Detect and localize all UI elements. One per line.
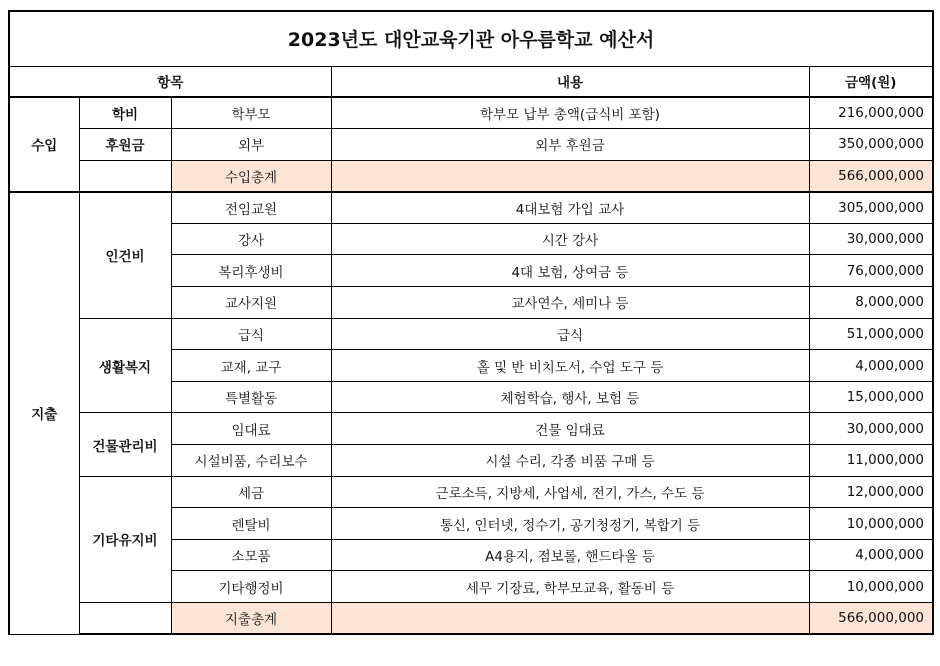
header-item: 항목 [9,66,331,97]
total-amount: 566,000,000 [809,603,933,635]
amount-cell: 350,000,000 [809,129,933,161]
content-cell: 세무 기장료, 학부모교육, 활동비 등 [331,571,809,603]
content-cell: A4용지, 점보롤, 핸드타올 등 [331,539,809,571]
amount-cell: 10,000,000 [809,508,933,540]
content-cell: 급식 [331,318,809,350]
table-row [9,476,933,508]
amount-cell: 10,000,000 [809,571,933,603]
total-label: 수입총계 [171,160,331,192]
header-amount: 금액(원) [809,66,933,97]
empty-cell [79,160,171,192]
amount-cell: 12,000,000 [809,476,933,508]
section-label-expense: 지출 [9,192,79,634]
amount-cell: 30,000,000 [809,413,933,445]
header-content: 내용 [331,66,809,97]
page-title: 2023년도 대안교육기관 아우름학교 예산서 [9,11,933,66]
content-cell: 근로소득, 지방세, 사업세, 전기, 가스, 수도 등 [331,476,809,508]
amount-cell: 4,000,000 [809,350,933,382]
table-row [9,97,933,129]
item-cell: 학부모 [171,97,331,129]
item-cell: 기타행정비 [171,571,331,603]
item-cell: 교사지원 [171,287,331,319]
content-cell: 학부모 납부 총액(급식비 포함) [331,97,809,129]
budget-sheet [8,10,932,635]
content-cell: 건물 임대료 [331,413,809,445]
total-label: 지출총계 [171,603,331,635]
amount-cell: 8,000,000 [809,287,933,319]
table-row [9,129,933,161]
income-total-row [9,160,933,192]
content-cell: 통신, 인터넷, 정수기, 공기청정기, 복합기 등 [331,508,809,540]
table-row [9,413,933,445]
amount-cell: 30,000,000 [809,223,933,255]
expense-total-row [9,603,933,635]
amount-cell: 15,000,000 [809,381,933,413]
total-amount: 566,000,000 [809,160,933,192]
content-cell: 외부 후원금 [331,129,809,161]
content-cell: 4대보험 가입 교사 [331,192,809,224]
total-content-cell [331,160,809,192]
section-label-income: 수입 [9,97,79,192]
table-row [9,192,933,224]
content-cell: 체험학습, 행사, 보험 등 [331,381,809,413]
total-content-cell [331,603,809,635]
content-cell: 4대 보험, 상여금 등 [331,255,809,287]
content-cell: 교사연수, 세미나 등 [331,287,809,319]
item-cell: 시설비품, 수리보수 [171,445,331,477]
amount-cell: 51,000,000 [809,318,933,350]
amount-cell: 216,000,000 [809,97,933,129]
item-cell: 교재, 교구 [171,350,331,382]
item-cell: 전임교원 [171,192,331,224]
table-row [9,318,933,350]
item-cell: 강사 [171,223,331,255]
amount-cell: 4,000,000 [809,539,933,571]
empty-cell [79,603,171,635]
content-cell: 홀 및 반 비치도서, 수업 도구 등 [331,350,809,382]
content-cell: 시설 수리, 각종 비품 구매 등 [331,445,809,477]
item-cell: 외부 [171,129,331,161]
group-label: 학비 [79,97,171,129]
content-cell: 시간 강사 [331,223,809,255]
item-cell: 세금 [171,476,331,508]
item-cell: 복리후생비 [171,255,331,287]
amount-cell: 305,000,000 [809,192,933,224]
item-cell: 특별활동 [171,381,331,413]
budget-table [8,10,934,635]
amount-cell: 11,000,000 [809,445,933,477]
amount-cell: 76,000,000 [809,255,933,287]
item-cell: 임대료 [171,413,331,445]
item-cell: 소모품 [171,539,331,571]
group-label: 건물관리비 [79,413,171,476]
group-label: 생활복지 [79,318,171,413]
group-label: 기타유지비 [79,476,171,602]
table-header-row [9,66,933,97]
group-label: 후원금 [79,129,171,161]
item-cell: 렌탈비 [171,508,331,540]
item-cell: 급식 [171,318,331,350]
group-label: 인건비 [79,192,171,318]
